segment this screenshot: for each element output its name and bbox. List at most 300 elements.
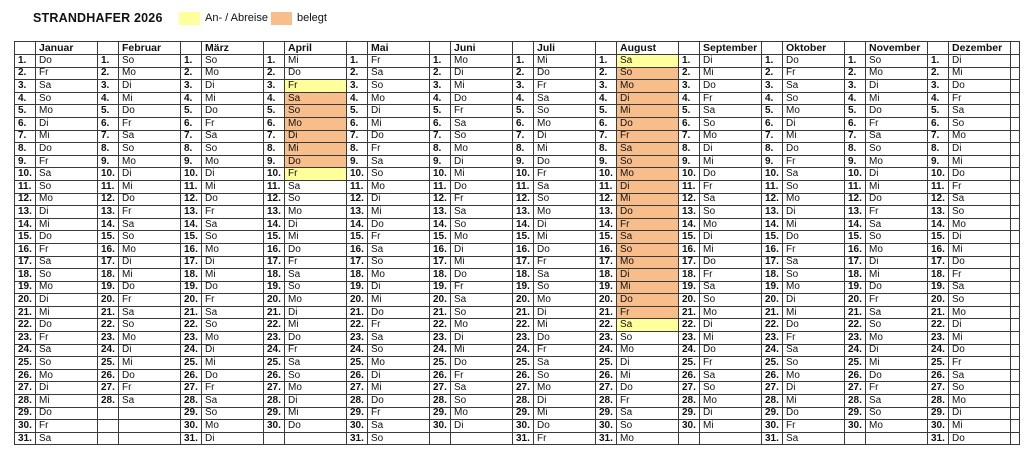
weekday-cell: Fr [202,117,264,130]
day-number-cell: 16. [679,243,700,256]
day-number-cell: 30. [430,420,451,433]
weekday-cell: Di [285,306,347,319]
weekday-cell: Mo [866,332,928,345]
weekday-cell: Fr [285,80,347,93]
day-number-cell: 5. [513,105,534,118]
weekday-cell: Di [451,67,513,80]
weekday-cell: Mi [866,357,928,370]
day-number-cell [845,432,866,445]
weekday-cell: Do [36,407,98,420]
day-number-cell: 26. [98,369,119,382]
weekday-cell: Do [368,395,430,408]
day-number-cell: 26. [762,369,783,382]
weekday-cell: Sa [202,306,264,319]
weekday-cell: Mi [368,117,430,130]
weekday-cell: Di [617,180,679,193]
day-number-cell: 29. [762,407,783,420]
weekday-cell: So [119,231,181,244]
day-number-cell: 9. [679,155,700,168]
day-number-cell: 20. [264,294,285,307]
day-number-cell: 30. [762,420,783,433]
day-row [15,105,1020,118]
weekday-cell: Mo [700,306,762,319]
day-number-cell: 14. [181,218,202,231]
day-number-cell: 14. [347,218,368,231]
weekday-cell: So [119,55,181,68]
weekday-cell: Sa [866,130,928,143]
weekday-cell: Di [451,420,513,433]
day-number-cell: 16. [264,243,285,256]
day-number-cell: 10. [347,168,368,181]
day-number-cell: 3. [762,80,783,93]
weekday-cell [866,432,928,445]
weekday-cell: Di [451,332,513,345]
month-header-oktober: Oktober [783,42,845,55]
day-number-cell: 14. [596,218,617,231]
weekday-cell: So [285,105,347,118]
day-number-cell: 2. [596,67,617,80]
month-header-april: April [285,42,347,55]
day-number-cell: 2. [845,67,866,80]
spacer-cell [1011,294,1020,307]
day-number-cell: 18. [762,269,783,282]
weekday-cell: Di [949,319,1011,332]
day-number-cell: 18. [15,269,36,282]
weekday-cell: Sa [451,382,513,395]
weekday-cell: Mo [617,432,679,445]
day-number-cell: 7. [596,130,617,143]
weekday-cell: Mi [451,256,513,269]
day-number-cell: 23. [15,332,36,345]
day-number-cell: 24. [679,344,700,357]
weekday-cell: Sa [949,105,1011,118]
weekday-cell: Fr [534,432,596,445]
weekday-cell: Di [617,357,679,370]
weekday-cell: Do [534,243,596,256]
day-number-cell: 8. [15,143,36,156]
weekday-cell: Fr [700,180,762,193]
day-number-cell: 19. [596,281,617,294]
weekday-cell: So [202,231,264,244]
day-number-cell: 9. [596,155,617,168]
weekday-cell [119,420,181,433]
day-number-cell: 27. [845,382,866,395]
day-number-cell: 21. [98,306,119,319]
weekday-cell: Sa [700,369,762,382]
day-number-cell: 12. [679,193,700,206]
weekday-cell: So [949,206,1011,219]
weekday-cell: Fr [534,80,596,93]
day-number-cell: 24. [181,344,202,357]
day-number-cell: 25. [928,357,949,370]
day-number-cell [98,407,119,420]
day-number-cell: 17. [845,256,866,269]
day-number-cell: 10. [679,168,700,181]
day-number-cell: 31. [762,432,783,445]
weekday-cell: Di [700,231,762,244]
day-number-cell: 27. [513,382,534,395]
day-number-cell: 21. [513,306,534,319]
weekday-cell: Fr [866,382,928,395]
day-row [15,155,1020,168]
day-number-cell: 2. [928,67,949,80]
weekday-cell: Di [700,319,762,332]
weekday-cell: Mo [451,231,513,244]
weekday-cell: Mo [119,332,181,345]
day-number-cell: 6. [347,117,368,130]
weekday-cell: Sa [700,281,762,294]
month-header-juli: Juli [534,42,596,55]
day-number-cell: 14. [845,218,866,231]
weekday-cell: So [368,344,430,357]
weekday-cell: Sa [617,55,679,68]
weekday-cell: So [202,143,264,156]
day-number-cell: 23. [845,332,866,345]
weekday-cell: Di [119,256,181,269]
day-number-cell: 27. [762,382,783,395]
weekday-cell: Di [866,344,928,357]
day-number-cell: 1. [264,55,285,68]
day-number-cell: 25. [98,357,119,370]
day-number-cell: 29. [679,407,700,420]
weekday-cell: So [866,231,928,244]
day-number-cell: 7. [928,130,949,143]
weekday-cell: Fr [451,105,513,118]
weekday-cell: Sa [368,67,430,80]
weekday-cell: Di [119,80,181,93]
day-number-cell: 11. [928,180,949,193]
day-number-cell: 25. [347,357,368,370]
day-number-cell: 26. [596,369,617,382]
weekday-cell: Mi [866,180,928,193]
weekday-cell: Fr [368,231,430,244]
weekday-cell: Di [36,206,98,219]
weekday-cell: Fr [36,67,98,80]
day-number-cell: 25. [513,357,534,370]
weekday-cell: Mo [451,407,513,420]
day-number-cell: 30. [513,420,534,433]
weekday-cell: So [617,243,679,256]
day-number-cell: 16. [928,243,949,256]
day-row [15,281,1020,294]
day-number-cell: 27. [181,382,202,395]
spacer-cell [1011,306,1020,319]
day-number-cell: 31. [928,432,949,445]
weekday-cell: Mi [700,420,762,433]
day-row [15,117,1020,130]
weekday-cell: Do [36,231,98,244]
weekday-cell: So [783,269,845,282]
day-number-cell: 16. [347,243,368,256]
weekday-cell: Mo [866,155,928,168]
day-number-cell: 19. [347,281,368,294]
weekday-cell: Mo [783,369,845,382]
day-number-cell: 15. [513,231,534,244]
day-number-cell: 29. [845,407,866,420]
weekday-cell: Mo [700,395,762,408]
day-number-cell: 7. [98,130,119,143]
weekday-cell: Sa [700,193,762,206]
weekday-cell: Sa [368,155,430,168]
weekday-cell: Di [949,231,1011,244]
weekday-cell: So [700,382,762,395]
weekday-cell: Do [700,256,762,269]
weekday-cell: Mi [534,407,596,420]
weekday-cell: Fr [949,180,1011,193]
day-number-cell: 23. [513,332,534,345]
day-row [15,243,1020,256]
day-number-cell: 20. [513,294,534,307]
day-number-cell [98,420,119,433]
legend [179,12,331,25]
weekday-cell: Mo [285,382,347,395]
weekday-cell: Fr [368,143,430,156]
day-number-cell: 8. [430,143,451,156]
weekday-cell: Sa [783,256,845,269]
weekday-cell: So [451,130,513,143]
weekday-cell: Fr [783,420,845,433]
spacer-cell [1011,319,1020,332]
weekday-cell: So [534,281,596,294]
day-number-cell: 29. [928,407,949,420]
weekday-cell: Sa [119,218,181,231]
weekday-cell: Di [949,55,1011,68]
day-number-cell: 11. [762,180,783,193]
day-number-cell: 12. [845,193,866,206]
day-number-cell: 19. [181,281,202,294]
month-number-header [430,42,451,55]
day-number-cell: 28. [98,395,119,408]
day-number-cell: 5. [679,105,700,118]
weekday-cell: So [617,420,679,433]
spacer-cell [1011,357,1020,370]
weekday-cell: Di [119,344,181,357]
weekday-cell: So [700,294,762,307]
day-number-cell: 2. [98,67,119,80]
day-number-cell: 1. [845,55,866,68]
day-number-cell: 15. [347,231,368,244]
weekday-cell: Mo [617,256,679,269]
day-number-cell: 13. [430,206,451,219]
weekday-cell: Di [949,407,1011,420]
weekday-cell: Sa [36,344,98,357]
weekday-cell: Mi [285,231,347,244]
day-row [15,269,1020,282]
weekday-cell: Di [368,193,430,206]
day-number-cell: 13. [762,206,783,219]
day-number-cell: 27. [928,382,949,395]
day-number-cell: 26. [181,369,202,382]
day-number-cell: 11. [430,180,451,193]
weekday-cell: Di [368,369,430,382]
weekday-cell: Mi [783,306,845,319]
weekday-cell: Fr [783,155,845,168]
spacer-cell [1011,243,1020,256]
weekday-cell: So [617,332,679,345]
weekday-cell: Do [119,193,181,206]
day-number-cell: 24. [928,344,949,357]
weekday-cell: Mi [285,55,347,68]
weekday-cell: Fr [36,243,98,256]
day-number-cell: 22. [596,319,617,332]
day-number-cell: 14. [15,218,36,231]
day-number-cell: 27. [430,382,451,395]
day-number-cell: 2. [347,67,368,80]
weekday-cell: Mo [368,180,430,193]
weekday-cell: So [202,319,264,332]
spacer-cell [1011,256,1020,269]
weekday-cell: So [866,55,928,68]
weekday-cell: Fr [534,344,596,357]
day-number-cell: 24. [347,344,368,357]
day-number-cell: 19. [430,281,451,294]
spacer-cell [1011,382,1020,395]
day-number-cell: 26. [679,369,700,382]
day-number-cell: 17. [513,256,534,269]
weekday-cell: Do [949,80,1011,93]
weekday-cell: So [617,67,679,80]
weekday-cell: Di [700,143,762,156]
day-number-cell: 28. [928,395,949,408]
day-number-cell: 11. [98,180,119,193]
day-number-cell: 27. [596,382,617,395]
weekday-cell: Di [617,269,679,282]
weekday-cell: Do [451,92,513,105]
day-number-cell: 25. [845,357,866,370]
weekday-cell: Fr [783,67,845,80]
weekday-cell: Fr [783,332,845,345]
day-number-cell: 25. [15,357,36,370]
weekday-cell: Mo [368,357,430,370]
day-number-cell: 26. [430,369,451,382]
weekday-cell: Do [285,332,347,345]
day-number-cell: 27. [347,382,368,395]
day-number-cell: 9. [181,155,202,168]
day-number-cell: 23. [347,332,368,345]
weekday-cell: Do [866,281,928,294]
weekday-cell: Mo [202,243,264,256]
weekday-cell: Do [202,193,264,206]
day-number-cell: 18. [181,269,202,282]
day-number-cell: 5. [15,105,36,118]
weekday-cell: Mo [866,243,928,256]
day-number-cell: 14. [98,218,119,231]
day-number-cell: 20. [679,294,700,307]
weekday-cell: So [534,193,596,206]
weekday-cell: Sa [617,143,679,156]
day-number-cell: 15. [928,231,949,244]
weekday-cell: Sa [36,432,98,445]
day-row [15,180,1020,193]
weekday-cell: Do [949,344,1011,357]
day-number-cell: 20. [15,294,36,307]
day-number-cell: 27. [679,382,700,395]
spacer-cell [1011,55,1020,68]
day-number-cell: 5. [181,105,202,118]
day-number-cell: 8. [845,143,866,156]
day-number-cell: 5. [347,105,368,118]
weekday-cell: Di [866,80,928,93]
day-number-cell: 8. [596,143,617,156]
day-number-cell: 18. [264,269,285,282]
weekday-cell: Do [866,369,928,382]
day-number-cell: 23. [430,332,451,345]
day-number-cell: 6. [596,117,617,130]
day-number-cell: 11. [679,180,700,193]
spacer-cell [1011,407,1020,420]
weekday-cell: Mo [451,55,513,68]
day-number-cell: 24. [98,344,119,357]
weekday-cell: Do [36,319,98,332]
day-number-cell: 6. [513,117,534,130]
weekday-cell: Do [949,256,1011,269]
day-number-cell: 5. [430,105,451,118]
weekday-cell [700,432,762,445]
weekday-cell: Do [202,105,264,118]
month-number-header [762,42,783,55]
weekday-cell: Do [700,168,762,181]
weekday-cell: Do [783,319,845,332]
weekday-cell: So [451,218,513,231]
month-number-header [513,42,534,55]
day-number-cell: 15. [596,231,617,244]
weekday-cell: Mi [866,92,928,105]
weekday-cell: Di [866,168,928,181]
weekday-cell: Mi [949,243,1011,256]
weekday-cell: Fr [949,269,1011,282]
weekday-cell: Fr [866,117,928,130]
weekday-cell: Mo [700,218,762,231]
day-number-cell: 26. [264,369,285,382]
day-number-cell: 30. [928,420,949,433]
day-number-cell: 10. [513,168,534,181]
day-number-cell: 23. [181,332,202,345]
weekday-cell: Di [202,432,264,445]
day-number-cell: 2. [15,67,36,80]
day-number-cell: 22. [430,319,451,332]
weekday-cell: Fr [285,344,347,357]
day-number-cell: 13. [845,206,866,219]
weekday-cell: Mi [783,130,845,143]
day-number-cell: 16. [15,243,36,256]
day-number-cell: 25. [430,357,451,370]
day-number-cell: 18. [928,269,949,282]
day-number-cell: 29. [513,407,534,420]
weekday-cell: Fr [119,206,181,219]
weekday-cell: So [368,432,430,445]
day-number-cell: 17. [430,256,451,269]
weekday-cell: Fr [949,357,1011,370]
weekday-cell: Di [36,117,98,130]
weekday-cell: Fr [949,92,1011,105]
day-number-cell: 8. [98,143,119,156]
weekday-cell: Mi [949,155,1011,168]
day-number-cell: 22. [845,319,866,332]
weekday-cell: Mo [119,67,181,80]
day-row [15,319,1020,332]
weekday-cell: Di [534,218,596,231]
weekday-cell: Sa [534,357,596,370]
weekday-cell: So [700,117,762,130]
month-number-header [15,42,36,55]
day-number-cell: 19. [513,281,534,294]
weekday-cell: Mi [36,306,98,319]
weekday-cell: Mi [949,332,1011,345]
day-number-cell: 8. [928,143,949,156]
day-number-cell: 15. [679,231,700,244]
weekday-cell: Mi [202,180,264,193]
weekday-cell: Di [783,206,845,219]
